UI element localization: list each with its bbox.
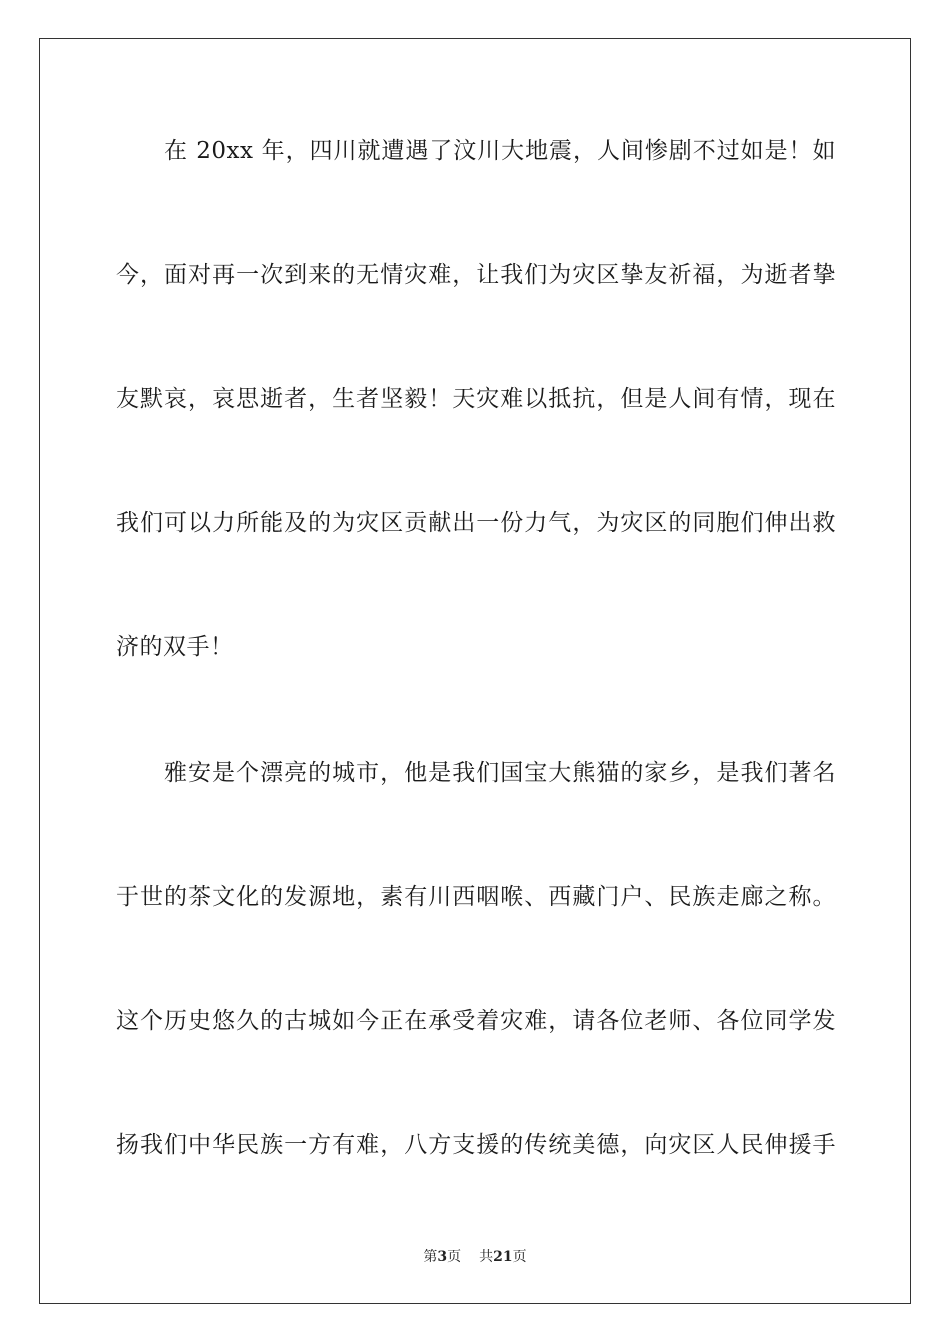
paragraph-1-line-3: 友默哀，哀思逝者，生者坚毅！天灾难以抵抗，但是人间有情，现在	[116, 386, 836, 412]
page-label-prefix: 第	[423, 1249, 438, 1265]
page-footer	[0, 1248, 950, 1266]
page-border	[39, 38, 911, 1304]
paragraph-1-line-2: 今，面对再一次到来的无情灾难，让我们为灾区挚友祈福，为逝者挚	[116, 262, 836, 288]
paragraph-2-line-2: 于世的茶文化的发源地，素有川西咽喉、西藏门户、民族走廊之称。	[116, 884, 836, 910]
paragraph-2-line-1: 雅安是个漂亮的城市，他是我们国宝大熊猫的家乡，是我们著名	[164, 760, 836, 786]
page-label-suffix: 页	[447, 1249, 462, 1265]
total-pages: 21	[493, 1249, 513, 1265]
page-number: 3	[437, 1249, 448, 1265]
paragraph-1-line-5: 济的双手！	[116, 634, 234, 660]
total-label-prefix: 共	[479, 1249, 494, 1265]
paragraph-2-line-3: 这个历史悠久的古城如今正在承受着灾难，请各位老师、各位同学发	[116, 1008, 836, 1034]
total-label-suffix: 页	[512, 1249, 527, 1265]
paragraph-1-line-4: 我们可以力所能及的为灾区贡献出一份力气，为灾区的同胞们伸出救	[116, 510, 836, 536]
paragraph-1-line-1: 在 20xx 年，四川就遭遇了汶川大地震，人间惨剧不过如是！如	[164, 138, 836, 164]
paragraph-2-line-4: 扬我们中华民族一方有难，八方支援的传统美德，向灾区人民伸援手	[116, 1132, 836, 1158]
